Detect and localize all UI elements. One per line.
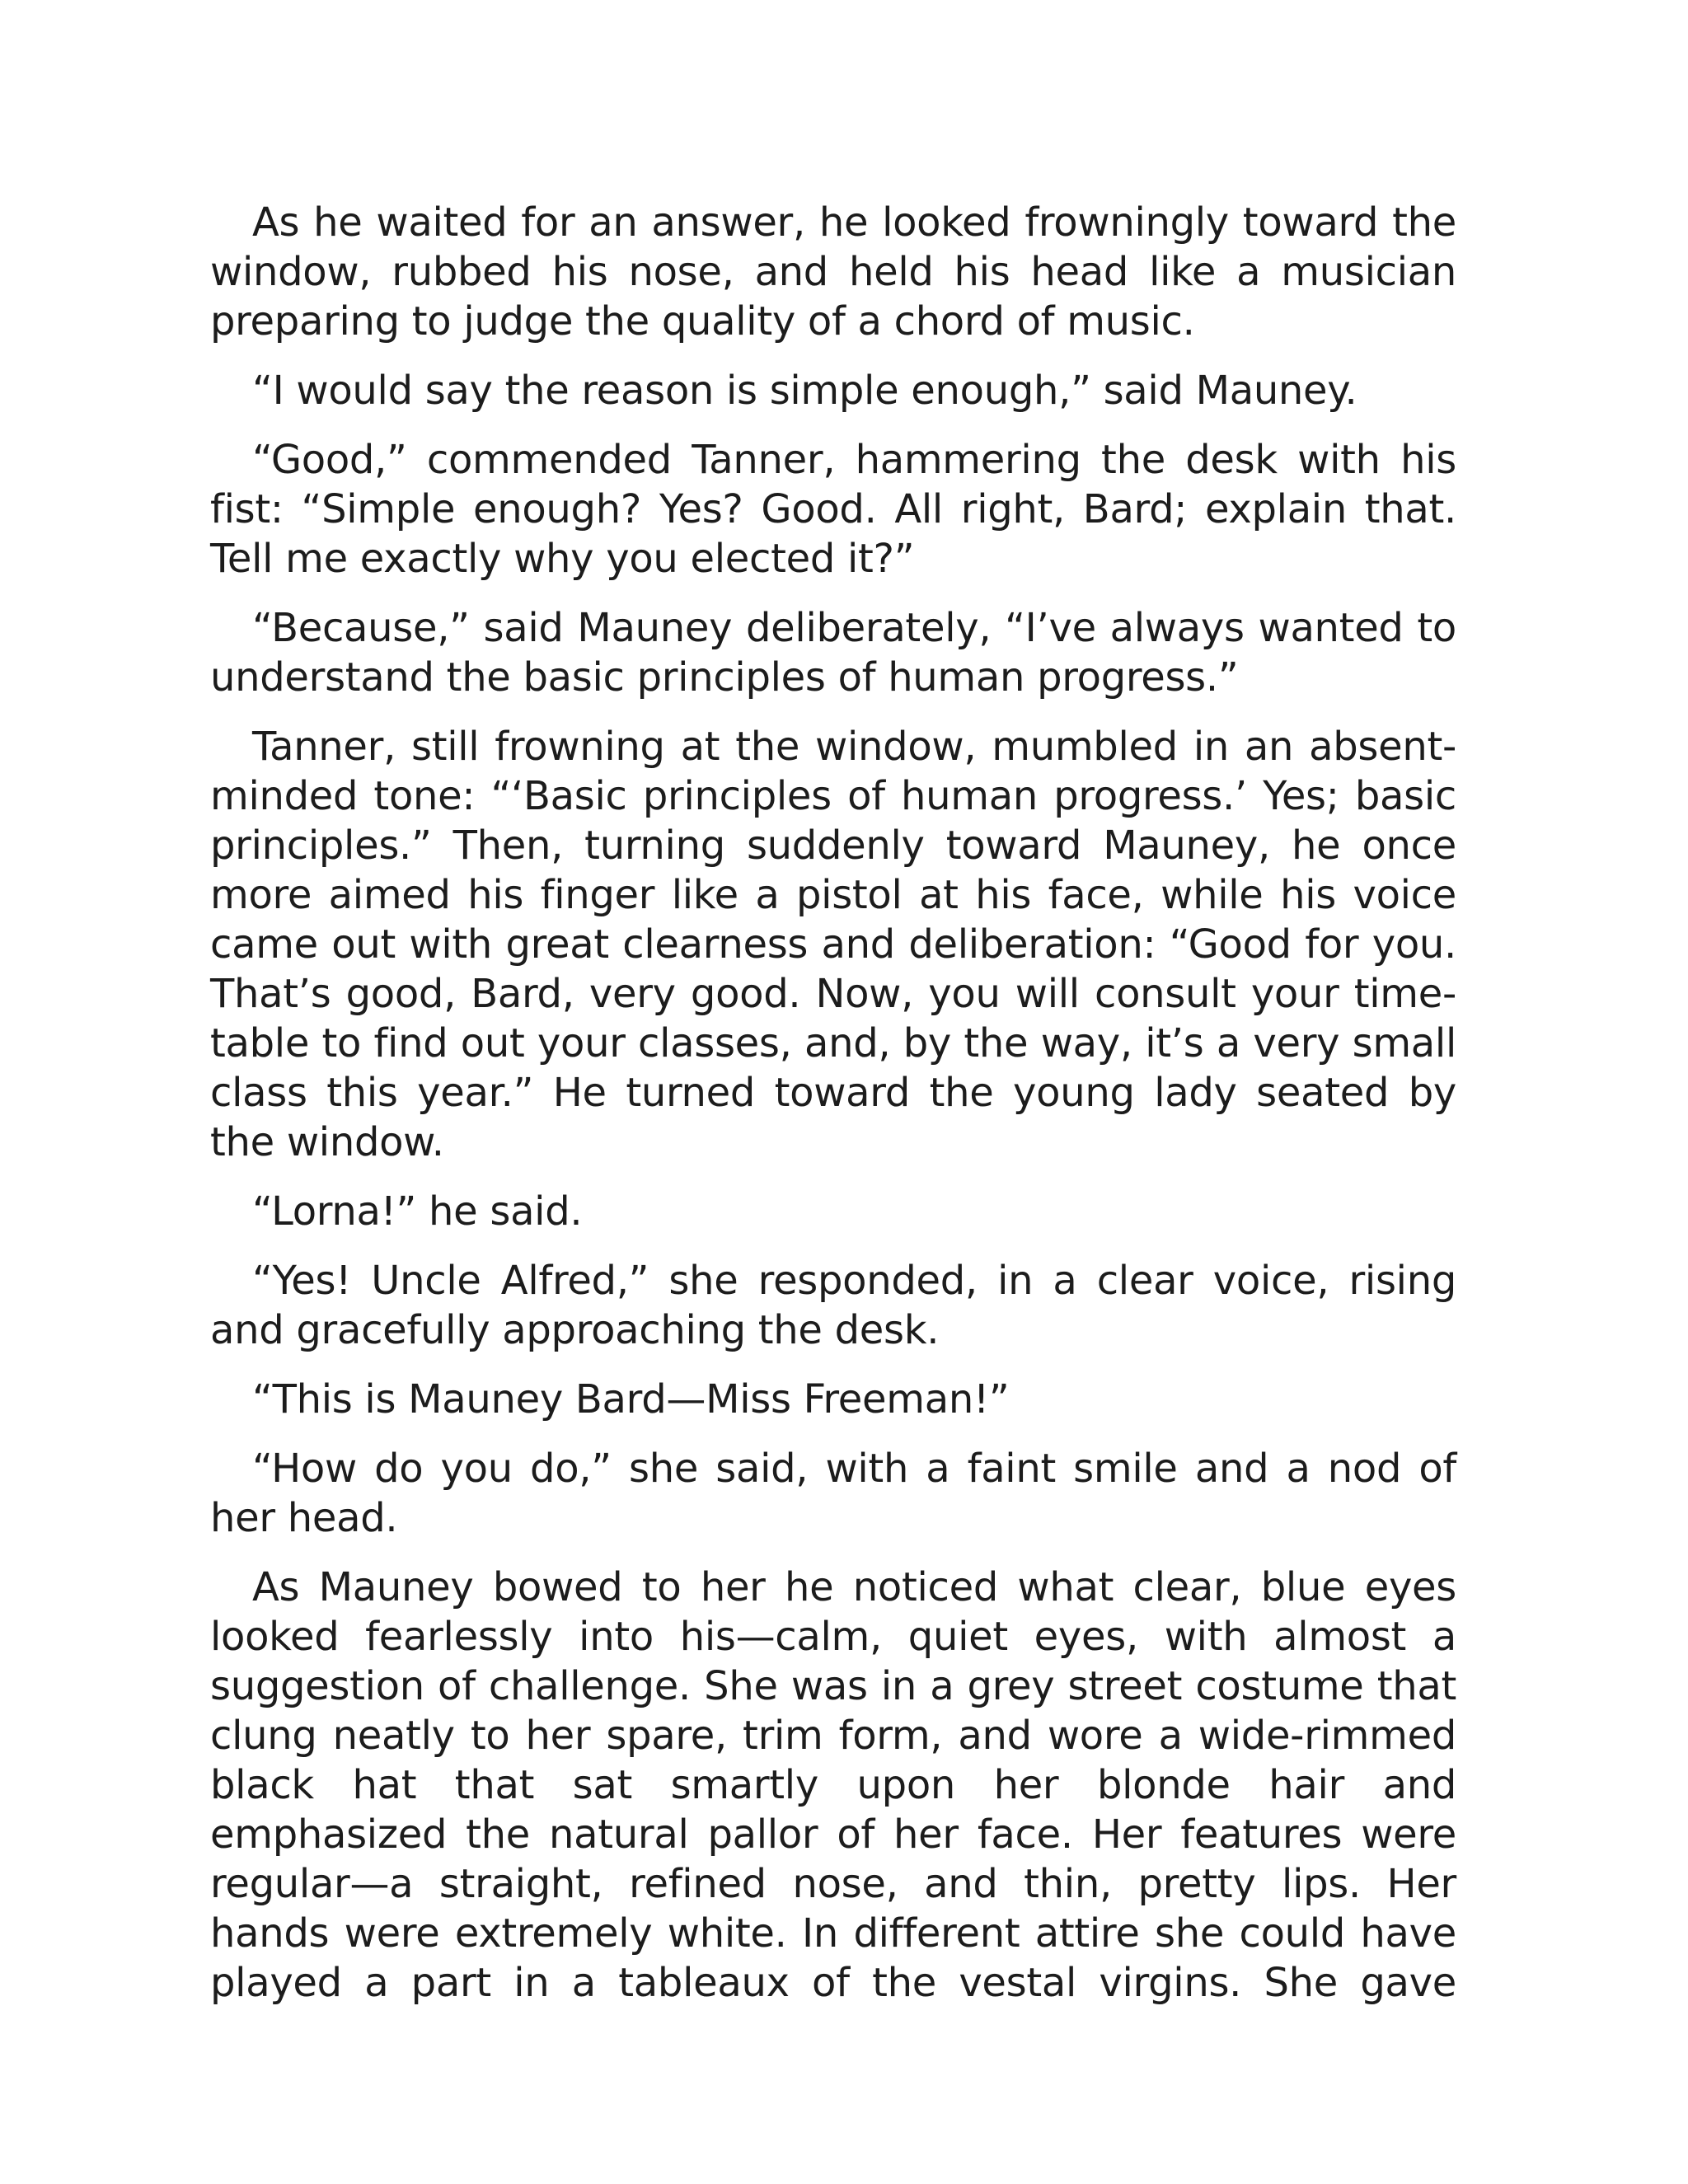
paragraph-2: “I would say the reason is simple enough,” said Mauney. [252, 368, 1357, 414]
paragraph-8: “This is Mauney Bard—Miss Freeman!” [252, 1376, 1010, 1422]
paragraph-4: “Because,” said Mauney deliberately, “I’ve always wanted to understand the basic principles of human progress.” [210, 605, 1456, 701]
paragraph-6: “Lorna!” he said. [252, 1188, 583, 1235]
paragraph-5: Tanner, still frowning at the window, mumbled in an absent-minded tone: “‘Basic principles of human progress.’ Yes; basic principles.” Then, turning suddenly toward Mauney, he once more aimed his finger like a pistol at his face, while his voice came out with great clearness and deliberation: “Good for you. That’s good, Bard, very good. Now, you will consult your time-table to find out your classes, and, by the way, it’s a very small class this year.” He turned toward the young lady seated by the window. [210, 724, 1456, 1165]
page-text [210, 198, 1456, 2008]
paragraph-1: As he waited for an answer, he looked frowningly toward the window, rubbed his nose, and held his head like a musician preparing to judge the quality of a chord of music. [210, 199, 1456, 344]
paragraph-10: As Mauney bowed to her he noticed what clear, blue eyes looked fearlessly into his—calm, quiet eyes, with almost a suggestion of challenge. She was in a grey street costume that clung neatly to her spare, trim form, and wore a wide-rimmed black hat that sat smartly upon her blonde hair and emphasized the natural pallor of her face. Her features were regular—a straight, refined nose, and thin, pretty lips. Her hands were extremely white. In different attire she could have played a part in a tableaux of the vestal virgins. She gave [210, 1564, 1456, 2006]
paragraph-3: “Good,” commended Tanner, hammering the desk with his fist: “Simple enough? Yes? Good. All right, Bard; explain that. Tell me exactly why you elected it?” [210, 437, 1456, 582]
paragraph-7: “Yes! Uncle Alfred,” she responded, in a clear voice, rising and gracefully approaching the desk. [210, 1258, 1456, 1353]
paragraph-9: “How do you do,” she said, with a faint smile and a nod of her head. [210, 1446, 1456, 1541]
